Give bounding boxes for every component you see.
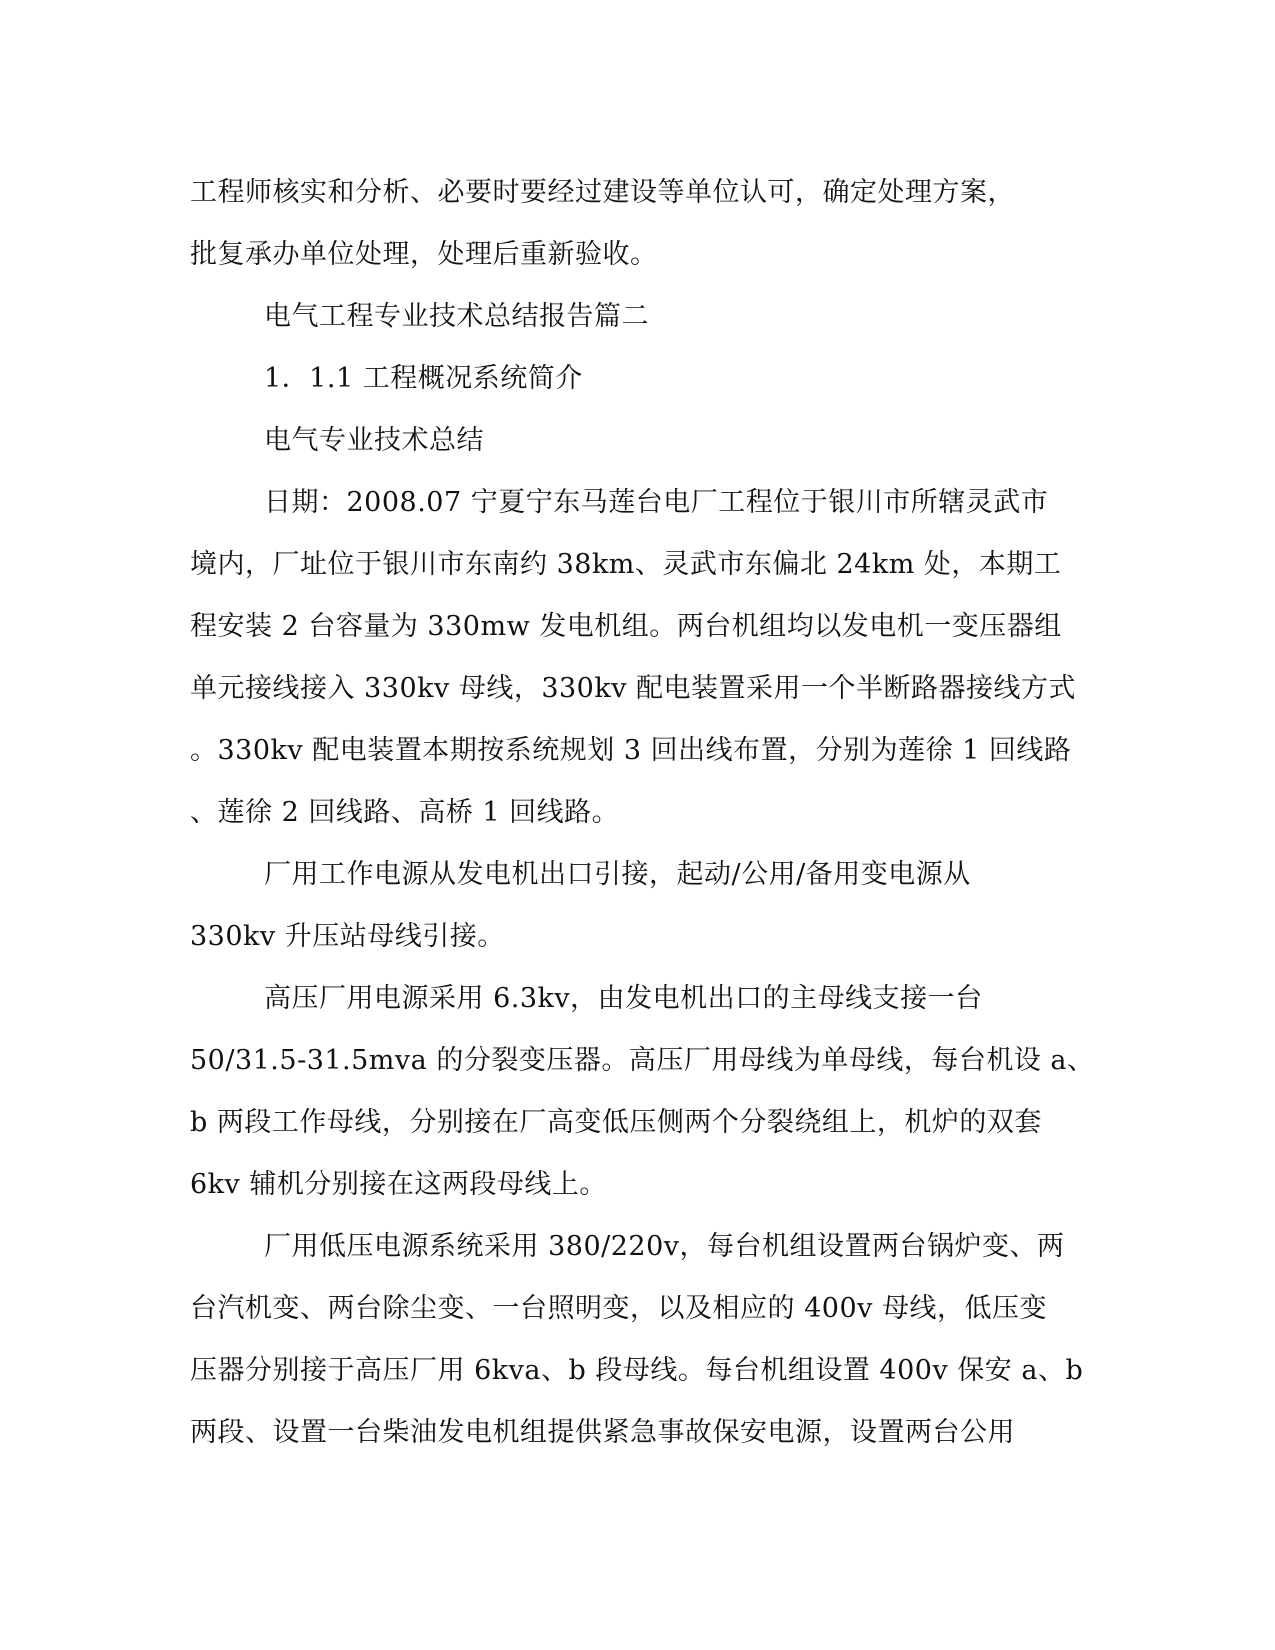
subsection-title: 电气专业技术总结 (264, 425, 484, 456)
text-line: 两段、设置一台柴油发电机组提供紧急事故保安电源，设置两台公用 (190, 1417, 1015, 1448)
text-line: 境内，厂址位于银川市东南约 38km、灵武市东偏北 24km 处，本期工 (190, 549, 1062, 580)
document-body (190, 162, 1095, 1464)
text-line: 日期：2008.07 宁夏宁东马莲台电厂工程位于银川市所辖灵武市 (264, 487, 1049, 518)
text-line: 高压厂用电源采用 6.3kv，由发电机出口的主母线支接一台 (264, 983, 983, 1014)
text-line: 、莲徐 2 回线路、高桥 1 回线路。 (190, 797, 620, 828)
text-line: 批复承办单位处理，处理后重新验收。 (190, 239, 658, 270)
text-line: 压器分别接于高压厂用 6kva、b 段母线。每台机组设置 400v 保安 a、b (190, 1355, 1084, 1386)
text-line: 厂用工作电源从发电机出口引接，起动/公用/备用变电源从 (264, 859, 971, 890)
text-line: 台汽机变、两台除尘变、一台照明变，以及相应的 400v 母线，低压变 (190, 1293, 1047, 1324)
text-line: 单元接线接入 330kv 母线，330kv 配电装置采用一个半断路器接线方式 (190, 673, 1077, 704)
section-title: 电气工程专业技术总结报告篇二 (264, 301, 649, 332)
subsection-heading: 1．1.1 工程概况系统简介 (264, 363, 583, 394)
text-line: 程安装 2 台容量为 330mw 发电机组。两台机组均以发电机一变压器组 (190, 611, 1062, 642)
text-line: 厂用低压电源系统采用 380/220v，每台机组设置两台锅炉变、两 (264, 1231, 1065, 1262)
text-line: 50/31.5-31.5mva 的分裂变压器。高压厂用母线为单母线，每台机设 a、 (190, 1045, 1095, 1076)
text-line: 。330kv 配电装置本期按系统规划 3 回出线布置，分别为莲徐 1 回线路 (190, 735, 1072, 766)
text-line: 工程师核实和分析、必要时要经过建设等单位认可，确定处理方案， (190, 177, 1015, 208)
text-line: 6kv 辅机分别接在这两段母线上。 (190, 1169, 607, 1200)
text-line: 330kv 升压站母线引接。 (190, 921, 505, 952)
text-line: b 两段工作母线，分别接在厂高变低压侧两个分裂绕组上，机炉的双套 (190, 1107, 1042, 1138)
